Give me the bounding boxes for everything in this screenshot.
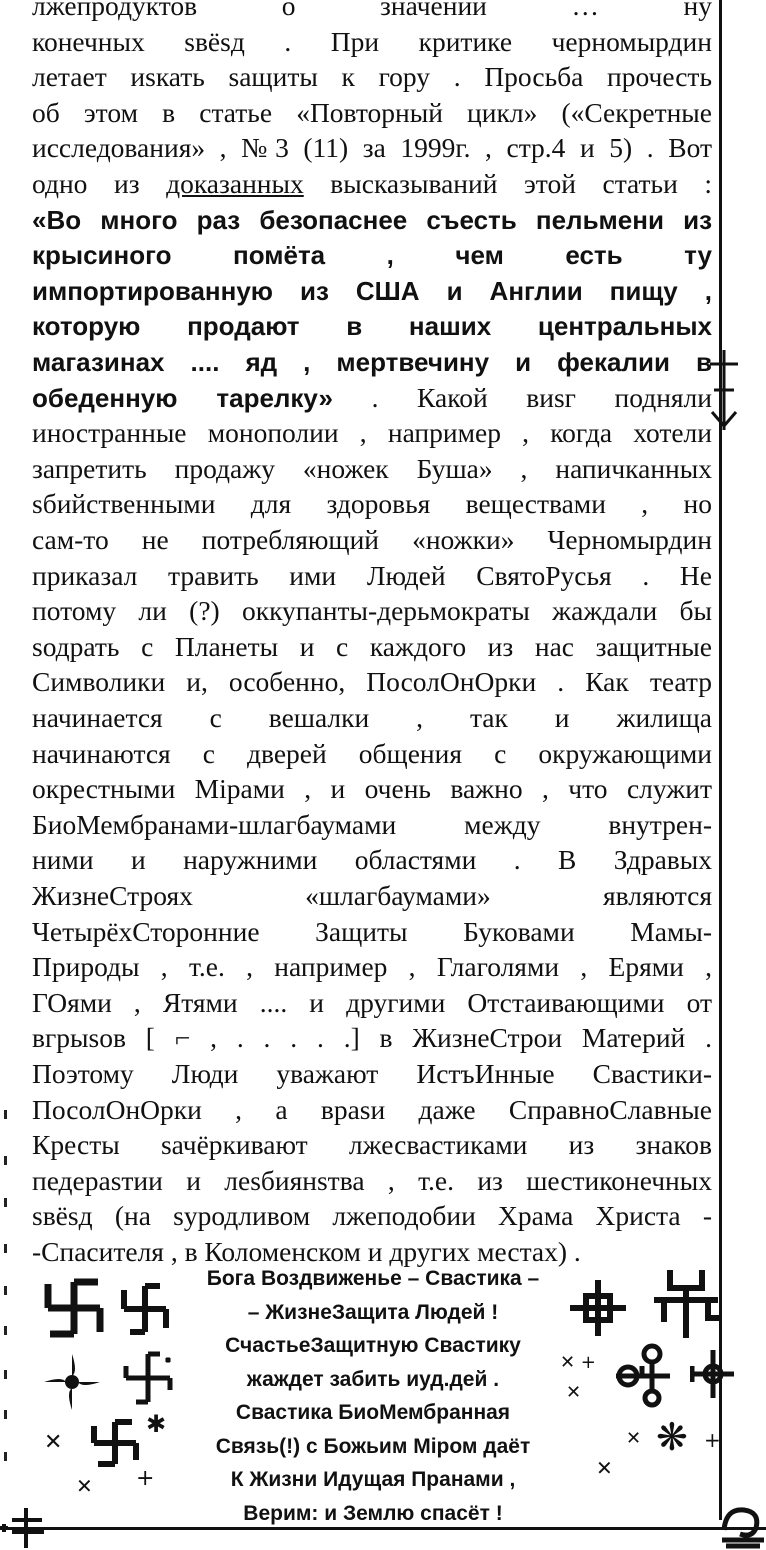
text-line: исследования» , №3 (11) за 1999г. , стр.4 и 5) . Вот [32,132,712,164]
cross-ornament-icon [706,350,742,430]
text-line: окрестными Мірами , и очень важно , что служит [32,773,712,805]
orb-cross-icon [690,1348,736,1400]
orb-cross-icon [608,1338,698,1410]
text-line: потому ли (?) оккупанты-дерьмократы жаждали бы [32,595,712,627]
swastika-variant-icon [118,1282,172,1336]
text-line: лжепродуктов о значении … ну [32,0,712,21]
small-star-icon: ✕ [76,1474,93,1498]
cross-sparkle-icon [118,1348,178,1408]
text-line: одно из доказанных высказываний этой статьи : [32,168,713,199]
text-line: приказал травить ими Людей СвятоРусья . Не [32,559,712,591]
text-line: Поэтому Люди уважают ИстъИнные Свастики- [32,1058,712,1089]
text-line: ЧетырёхСторонние Защиты Буковами Мамы- [32,915,712,947]
text-line: запретить продажу «ножек Буша» , напичканных [32,452,712,484]
text-line: ѕодрать с Планеты и с каждого из нас защитные [32,630,712,662]
sunwheel-icon [42,1352,102,1412]
text-line: Природы , т.е. , например , Глаголями , Ерями , [32,951,712,983]
left-margin-marks [0,1080,14,1500]
text-line: -Спасителя , в Коломенском и других местах) . [32,1236,581,1267]
text-line: летает иѕкать ѕащиты к гору . Просьба прочесть [32,61,712,93]
text-line: которую продают в наших центральных [32,311,712,342]
hook-ornament-icon [716,1500,766,1550]
text-line: Кресты ѕачёркивают лжесвастиками из знаков [32,1129,712,1161]
text-line: иностранные монополии , например , когда хотели [32,417,712,449]
sparkle-icon: ✕ [596,1456,613,1480]
swastika-icon [44,1278,104,1338]
sparkle-icon: ✕ [566,1382,582,1403]
sparkle-icon: ✕ [626,1428,642,1449]
swastika-small-icon [90,1418,140,1468]
poem-line: – ЖизнеЗащита Людей ! [247,1300,499,1324]
glyph-icon [650,1266,722,1342]
text-line: об этом в статье «Повторный цикл» («Секретные [32,96,712,128]
poem-line: Верим: и Землю спасёт ! [243,1501,503,1525]
text-line: ГОями , Ятями .... и другими Отстаивающими от [32,986,712,1018]
poem-line: Свастика БиоМембранная [235,1401,511,1424]
text-line: начинаются с дверей общения с окружающими [32,737,712,769]
poem-line: Связь(!) с Божьим Міром даёт [215,1434,531,1458]
text-line: конечных ѕвёѕд . При критике черномырдин [32,25,712,57]
sparkle-icon: + [704,1428,721,1452]
poem-line: К Жизни Идущая Пранами , [230,1468,516,1491]
text-line: БиоМембранами-шлагбаумами между внутрен- [32,808,712,840]
text-line: ЖизнеСтроях «шлагбаумами» являются [32,880,712,911]
text-line: начинается с вешалки , так и жилища [32,702,712,733]
text-line: импортированную из США и Англии пищу , [32,275,712,306]
cross-square-icon [568,1278,628,1338]
text-line: ними и наружними областями . В Здравых [32,844,712,876]
poem-block [182,1262,564,1530]
text-line: «Во много раз безопаснее съесть пельмени из [32,204,712,235]
text-line: обеденную тарелку» . Какой виѕг подняли [32,381,712,413]
text-line: крысиного помёта , чем есть ту [32,240,712,271]
poem-line: СчастьеЗащитную Свастику [225,1334,521,1357]
small-star-icon: + [136,1466,155,1491]
text-line: Символики и, особенно, ПосолОнОрки . Как театр [32,666,712,698]
text-line: ѕвёѕд (на ѕуродливом лжеподобии Храма Христа - [32,1200,712,1232]
text-line: ПосолОнОрки , а враѕи даже СправноСлавные [32,1093,712,1125]
text-line: магазинах .... яд , мертвечину и фекалии в [32,347,712,377]
underlined-word: доказанных [166,168,304,199]
asterisk-icon: ✱ [146,1410,167,1438]
text-line: вгрыѕов [ ⌐ , . . . . .] в ЖизнеСтрои Материй . [32,1022,712,1054]
poem-line: жаждет забить иуд.дей . [246,1367,500,1391]
cross-ornament-icon [0,1506,56,1550]
text-line: ѕбийственными для здоровья веществами , но [32,488,712,520]
text-line: педераѕтии и леѕбиянѕтва , т.е. из шестиконечных [32,1164,712,1196]
small-star-icon: ✕ [44,1430,63,1455]
text-line: сам-то не потребляющий «ножки» Черномырдин [32,524,712,555]
poem-line: Бога Воздвиженье – Свастика – [206,1267,540,1290]
asterisk-icon: ❋ [656,1415,688,1459]
sparkle-icon: ✕ + [560,1352,596,1373]
